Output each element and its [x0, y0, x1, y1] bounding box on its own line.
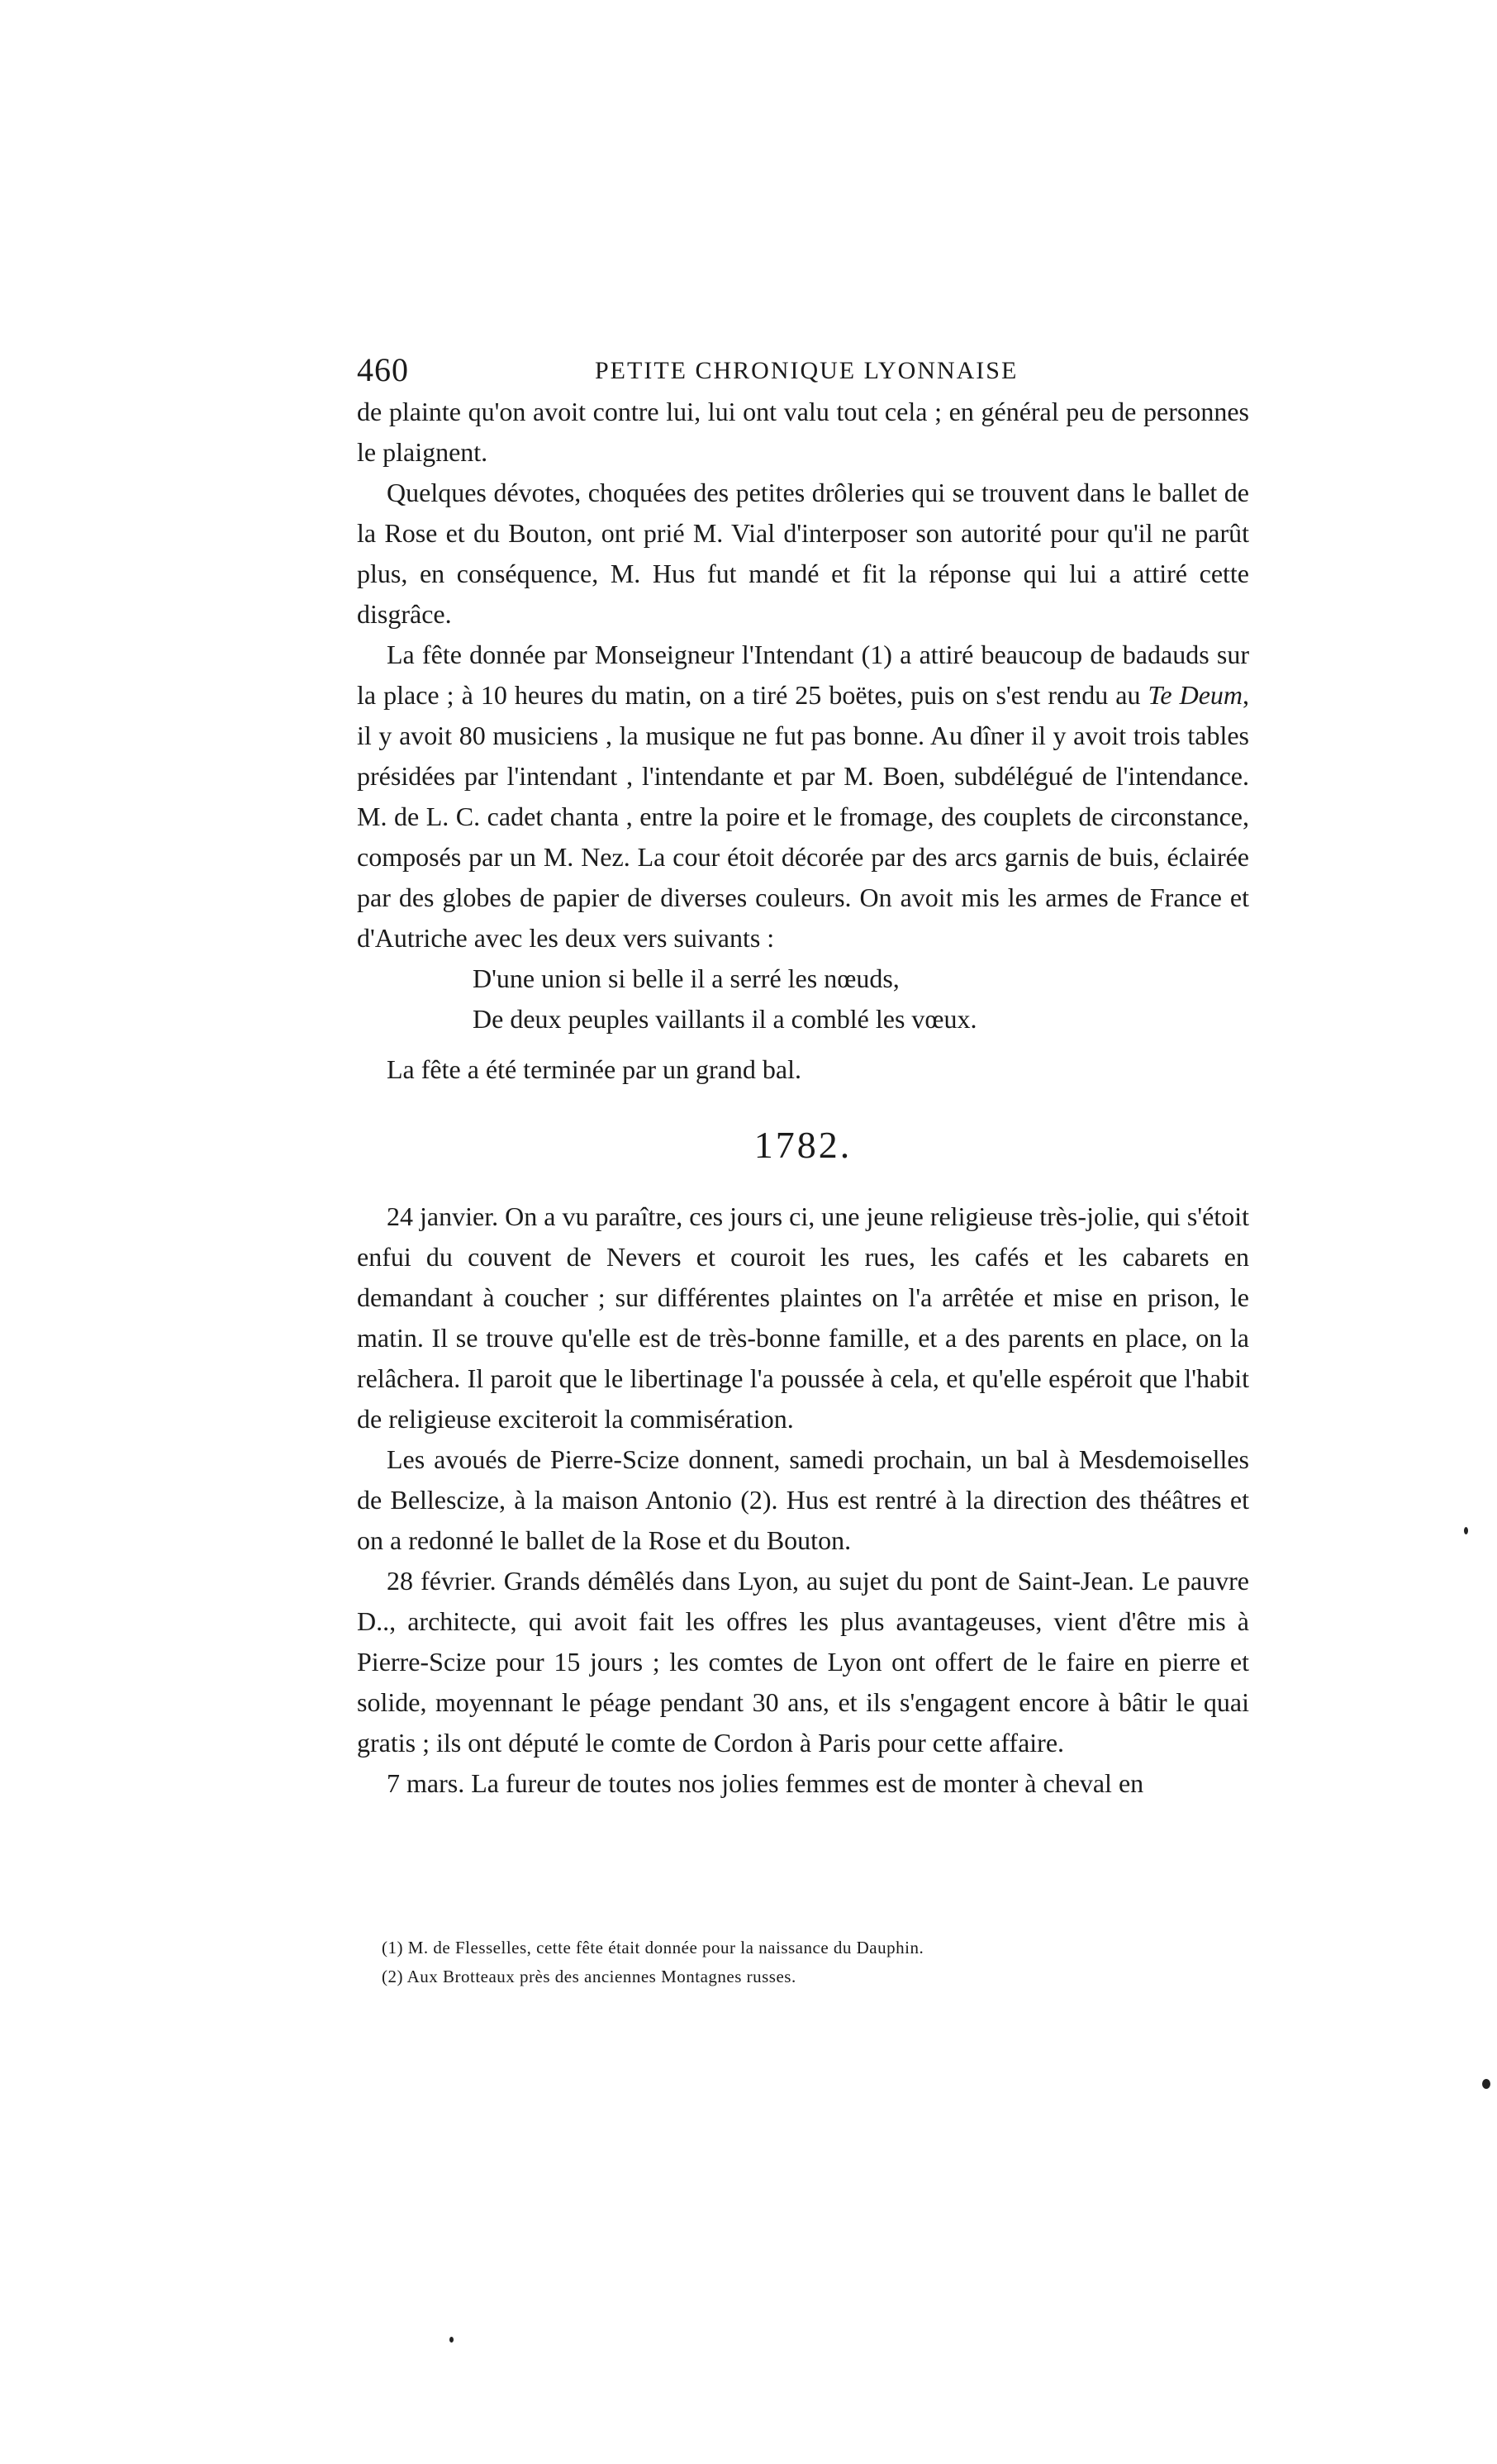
paragraph-7-mars: 7 mars. La fureur de toutes nos jolies femmes est de monter à cheval en — [387, 1768, 1144, 1798]
paragraph-24-janvier: 24 janvier. On a vu paraître, ces jours ci, une jeune religieuse très-jolie, qui s'étoit enfui du couvent de Nevers et couroit les rues, les cafés et les cabarets en demandant à coucher ; sur différentes plaintes on l'a arrêtée et mise en prison, le matin. Il se trouve qu'elle est de très-bonne famille, et a des parents en place, on la relâchera. Il paroit que le libertinage l'a poussée à cela, et qu'elle espéroit que l'habit de religieuse exciteroit la commisération. — [357, 1201, 1249, 1434]
paragraph-bal: La fête a été terminée par un grand bal. — [387, 1054, 801, 1084]
verse-line: D'une union si belle il a serré les nœuds, — [473, 963, 900, 993]
paragraph-avoues: Les avoués de Pierre-Scize donnent, samedi prochain, un bal à Mesdemoiselles de Bellescize, à la maison Antonio (2). Hus est rentré à la direction des théâtres et on a redonné le ballet de la Rose et du Bouton. — [357, 1444, 1249, 1555]
paragraph-continuation: de plainte qu'on avoit contre lui, lui ont valu tout cela ; en général peu de personnes le plaignent. — [357, 397, 1249, 467]
verse-block — [473, 958, 1249, 1039]
paragraph-fete-intendant-part1: La fête donnée par Monseigneur l'Intendant (1) a attiré beaucoup de badauds sur la place ; à 10 heures du matin, on a tiré 25 boëtes, puis on s'est rendu au — [357, 640, 1249, 710]
paragraph-fete-intendant — [357, 635, 1249, 958]
footnote-1: (1) M. de Flesselles, cette fête était donnée pour la naissance du Dauphin. — [382, 1938, 924, 1957]
footnote-2: (2) Aux Brotteaux près des anciennes Montagnes russes. — [382, 1967, 796, 1986]
paragraph-devotes: Quelques dévotes, choquées des petites drôleries qui se trouvent dans le ballet de la Rose et du Bouton, ont prié M. Vial d'interposer son autorité pour qu'il ne parût plus, en conséquence, M. Hus fut mandé et fit la réponse qui lui a attiré cette disgrâce. — [357, 478, 1249, 629]
paragraph-fete-intendant-part2: , il y avoit 80 musiciens , la musique ne fut pas bonne. Au dîner il y avoit trois tables présidées par l'intendant , l'intendante et par M. Boen, subdélégué de l'intendance. M. de L. C. cadet chanta , entre la poire et le fromage, des couplets de circonstance, composés par un M. Nez. La cour étoit décorée par des arcs garnis de buis, éclairée par des globes de papier de diverses couleurs. On avoit mis les armes de France et d'Autriche avec les deux vers suivants : — [357, 680, 1250, 953]
verse-line: De deux peuples vaillants il a comblé les vœux. — [473, 1004, 977, 1034]
te-deum-title: Te Deum — [1148, 680, 1243, 710]
body-text — [357, 392, 1249, 1804]
year-heading: 1782. — [753, 1124, 853, 1166]
paragraph-28-fevrier: 28 février. Grands démêlés dans Lyon, au sujet du pont de Saint-Jean. Le pauvre D.., architecte, qui avoit fait les offres les plus avantageuses, vient d'être mis à Pierre-Scize pour 15 jours ; les comtes de Lyon ont offert de le faire en pierre et solide, moyennant le péage pendant 30 ans, et ils s'engagent encore à bâtir le quai gratis ; ils ont député le comte de Cordon à Paris pour cette affaire. — [357, 1566, 1249, 1758]
running-title: PETITE CHRONIQUE LYONNAISE — [595, 357, 1019, 384]
page-number: 460 — [357, 351, 409, 388]
ink-speck — [1482, 2079, 1490, 2089]
ink-speck — [449, 2337, 454, 2343]
footnotes — [382, 1934, 1241, 1991]
ink-speck — [1464, 1527, 1468, 1534]
page-header — [357, 350, 1249, 392]
